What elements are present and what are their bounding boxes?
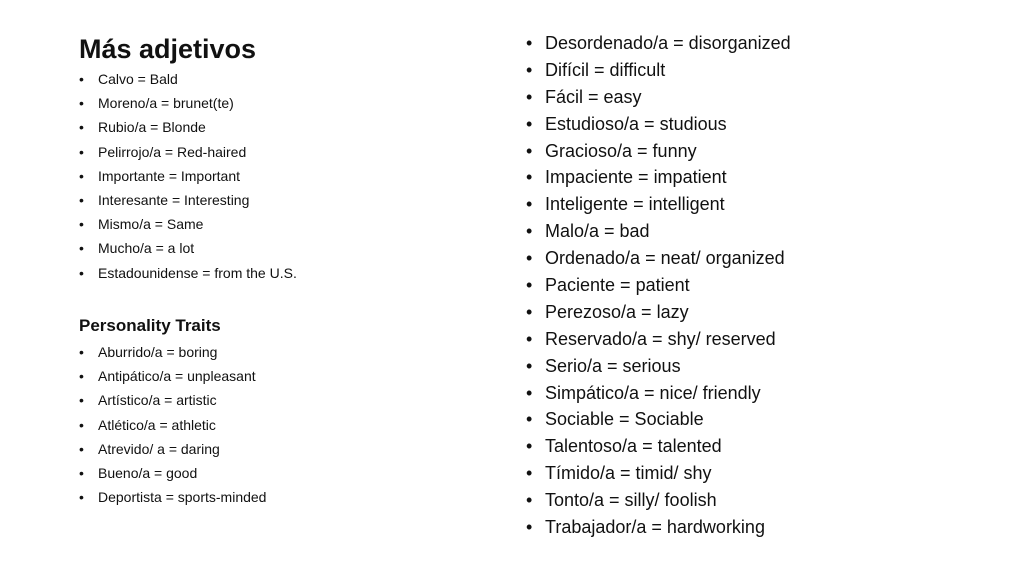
list-item: • Gracioso/a = funny [526,138,791,165]
list-item: • Inteligente = intelligent [526,191,791,218]
list-item: • Atlético/a = athletic [79,413,266,437]
list-item: • Estudioso/a = studious [526,111,791,138]
list-item: • Pelirrojo/a = Red-haired [79,140,297,164]
list-item: • Desordenado/a = disorganized [526,30,791,57]
list-item: • Bueno/a = good [79,461,266,485]
list-item: • Tímido/a = timid/ shy [526,460,791,487]
list-item: • Serio/a = serious [526,353,791,380]
list-item: • Talentoso/a = talented [526,433,791,460]
list-item: • Ordenado/a = neat/ organized [526,245,791,272]
list-item: • Rubio/a = Blonde [79,115,297,139]
list-item: • Sociable = Sociable [526,406,791,433]
list-item: • Paciente = patient [526,272,791,299]
list-item: • Perezoso/a = lazy [526,299,791,326]
list-item: • Tonto/a = silly/ foolish [526,487,791,514]
personality-traits-heading: Personality Traits [79,316,221,335]
list-item: • Deportista = sports-minded [79,485,266,509]
list-item: • Mucho/a = a lot [79,236,297,260]
list-item: • Trabajador/a = hardworking [526,514,791,541]
list-item: • Estadounidense = from the U.S. [79,261,297,285]
basic-adjectives-list [79,67,297,285]
list-item: • Difícil = difficult [526,57,791,84]
list-item: • Malo/a = bad [526,218,791,245]
list-item: • Moreno/a = brunet(te) [79,91,297,115]
list-item: • Aburrido/a = boring [79,340,266,364]
list-item: • Simpático/a = nice/ friendly [526,380,791,407]
list-item: • Importante = Important [79,164,297,188]
list-item: • Interesante = Interesting [79,188,297,212]
list-item: • Mismo/a = Same [79,212,297,236]
list-item: • Impaciente = impatient [526,164,791,191]
list-item: • Reservado/a = shy/ reserved [526,326,791,353]
list-item: • Fácil = easy [526,84,791,111]
list-item: • Artístico/a = artistic [79,388,266,412]
personality-traits-list [79,340,266,509]
list-item: • Calvo = Bald [79,67,297,91]
list-item: • Atrevido/ a = daring [79,437,266,461]
traits-list-continued [526,30,791,541]
list-item: • Antipático/a = unpleasant [79,364,266,388]
slide-title: Más adjetivos [79,34,257,64]
